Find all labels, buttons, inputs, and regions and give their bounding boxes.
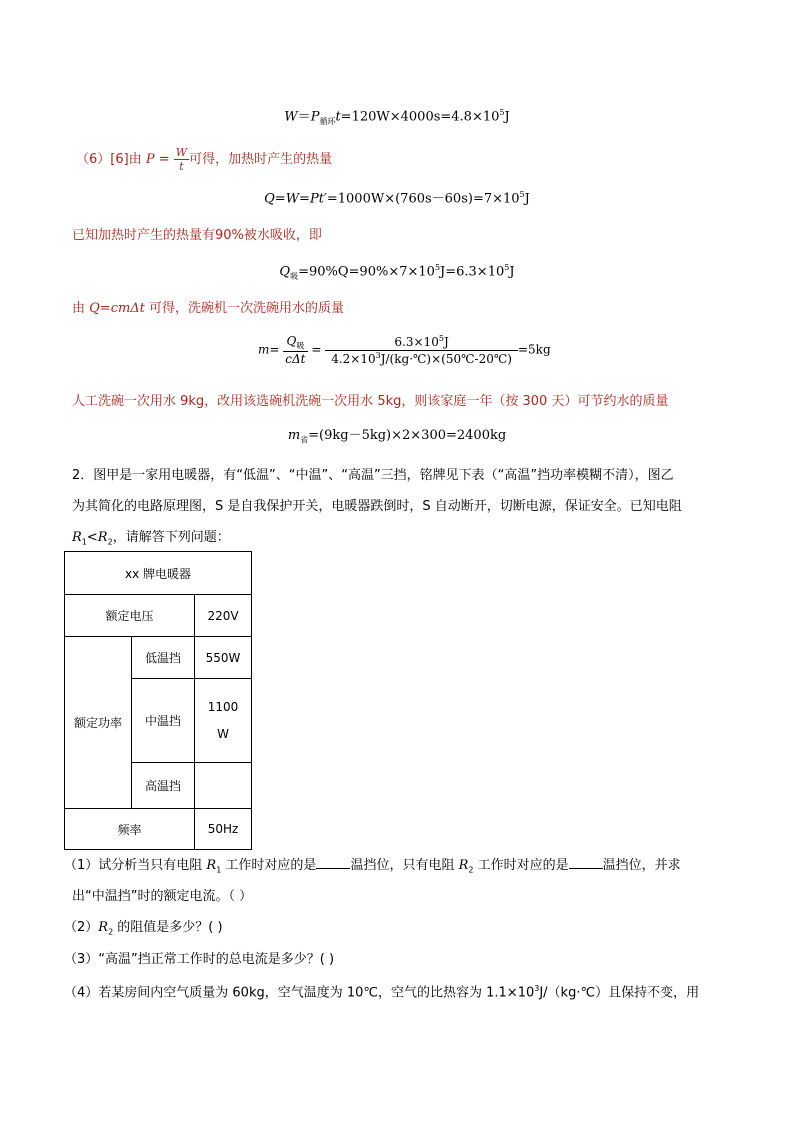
line-90-percent: 已知加热时产生的热量有90%被水吸收，即 (72, 228, 322, 243)
power-label: 额定功率 (65, 637, 132, 809)
equation-mass: m= $\frac{Q_吸}{\text{cΔt}}$ = $\frac{6.3\times 10^5J}{4.2\times 10^3J/(kg\cdot℃)\times(50℃-20℃)}$ =5kg (258, 334, 551, 366)
sub-question-4: （4）若某房间内空气质量为 60kg，空气温度为 10℃，空气的比热容为 $1.1\times 10^3J/(kg\cdot℃)$且保持不变，用 (64, 984, 700, 1001)
line-qcm: 由 Q=cmΔt 可得，洗碗机一次洗碗用水的质量 (72, 301, 345, 316)
var-w: W (284, 109, 298, 125)
step-6-text: （6）[6]由 P = $\frac{W}{t}$ 可得，加热时产生的热量 (76, 146, 333, 174)
freq-value: 50Hz (195, 809, 252, 850)
freq-label: 频率 (65, 809, 195, 850)
mid-value: 1100 W (195, 679, 252, 763)
fraction-q-over-cdt: $\frac{Q_吸}{\text{cΔt}}$ (285, 334, 306, 366)
voltage-label: 额定电压 (65, 595, 195, 637)
line-water-saved: 人工洗碗一次用水 9kg，改用该选碗机洗碗一次用水 5kg，则该家庭一年（按 300 天）可节约水的质量 (72, 394, 669, 409)
answer-blank-2[interactable] (569, 868, 603, 869)
sub-question-1: （1）试分析当只有电阻 $R_1$ 工作时对应的是 温挡位，只有电阻 $R_2$ 工作时对应的是 温挡位，并求 (64, 858, 681, 875)
fraction-w-over-t: $\frac{W}{t}$ (175, 146, 188, 174)
sub-question-2: $(2)R_2$ 的阻值是多少？( ) (64, 920, 223, 937)
equation-saved: $m_省=(9kg-5kg)\times 2\times 300=2400kg$ (287, 428, 507, 445)
table-title: xx 牌电暖器 (65, 552, 252, 595)
equation-absorbed: $Q_吸=90\%Q=90\%\times 7\times 10^5J=6.3\times 10^5J$ (279, 263, 515, 281)
spec-table (64, 551, 252, 850)
q2-line-1: 2．图甲是一家用电暖器，有“低温”、“中温”、“高温”三挡，铭牌见下表（“高温”挡功率模糊不清），图乙 (72, 468, 674, 483)
low-label: 低温挡 (132, 637, 195, 679)
high-value (195, 763, 252, 809)
high-label: 高温挡 (132, 763, 195, 809)
sub-question-1-line-2: 出“中温挡”时的额定电流。（ ） (72, 889, 253, 904)
q2-line-2: 为其简化的电路原理图，S 是自我保护开关，电暖器跌倒时，S 自动断开，切断电源，保证安全。已知电阻 (72, 499, 682, 514)
equation-work: $W=P_{循环}t=120W\times 4000s=4.8\times 10^5J$ (284, 108, 510, 126)
fraction-numeric: $\frac{6.3\times 10^5J}{4.2\times 10^3J/(kg\cdot℃)\times(50℃-20℃)}$ (325, 334, 518, 366)
mid-label: 中温挡 (132, 679, 195, 763)
low-value: 550W (195, 637, 252, 679)
equation-heat: $Q=W=Pt'=1000W\times(760s-60s)=7\times 10^5J$ (264, 190, 530, 207)
voltage-value: 220V (195, 595, 252, 637)
answer-blank-1[interactable] (316, 868, 350, 869)
q2-line-3: $R_1<R_2$，请解答下列问题： (72, 530, 230, 547)
sub-question-3: （3）“高温”挡正常工作时的总电流是多少？( ) (64, 952, 335, 967)
